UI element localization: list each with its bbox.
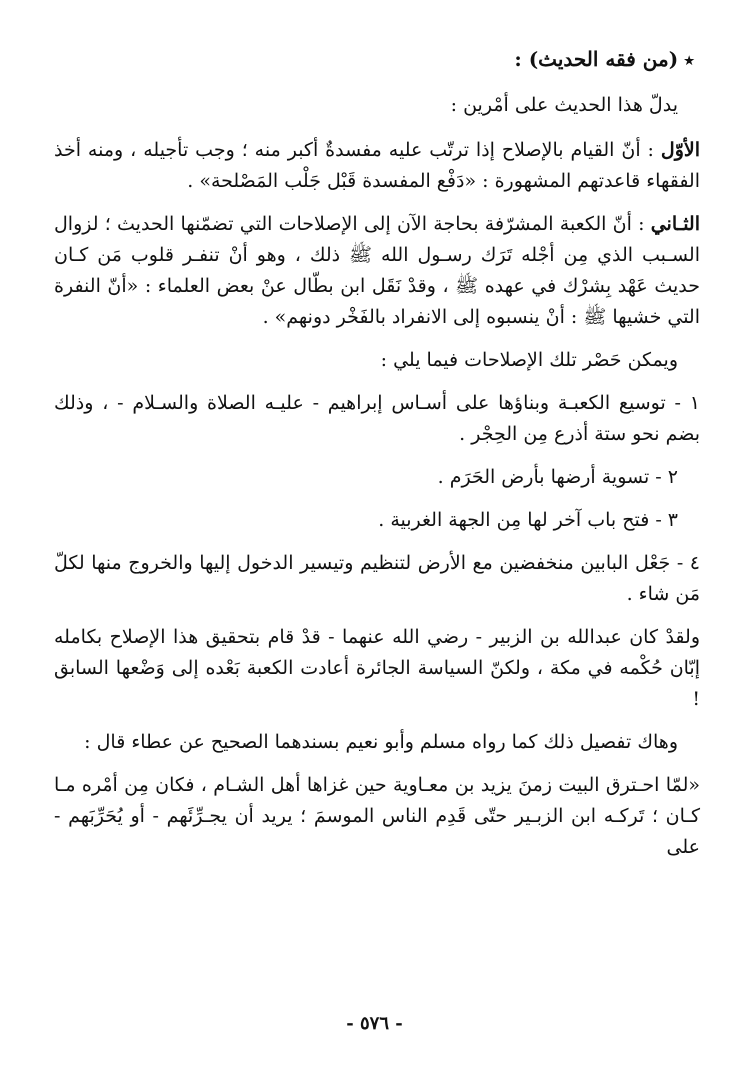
first-label: الأوّل xyxy=(660,139,700,161)
list-item: ٣ - فتح باب آخر لها مِن الجهة الغربية . xyxy=(378,509,678,531)
intro-line: يدلّ هذا الحديث على أمْرين : xyxy=(450,94,678,116)
list-item: ٤ - جَعْل البابين منخفضين مع الأرض لتنظيم وتيسير الدخول إليها والخروج منها لكلّ مَن شاء . xyxy=(54,552,700,605)
paragraph-first xyxy=(54,135,700,197)
paragraph-second xyxy=(54,209,700,333)
paragraph-quote: «لمّا احـترق البيت زمنَ يزيد بن معـاوية حين غزاها أهل الشـام ، فكان مِن أمْره مـا كـان ؛ تَركـه ابن الزبـير حتّى قَدِم الناس الموسمَ ؛ يريد أن يجـرِّئَهم - أو يُحَرِّبَهم - على xyxy=(54,774,700,858)
second-label: الثـاني xyxy=(650,213,700,235)
paragraph-zubair: ولقدْ كان عبدالله بن الزبير - رضي الله عنهما - قدْ قام بتحقيق هذا الإصلاح بكامله إبّان حُكْمه في مكة ، ولكنّ السياسة الجائرة أعادت الكعبة بَعْده إلى وَضْعها السابق ! xyxy=(54,626,700,710)
page-body xyxy=(54,44,700,875)
list-item: ١ - توسيع الكعبـة وبناؤها على أسـاس إبراهيم - عليـه الصلاة والسـلام - ، وذلك بضم نحو ستة أذرع مِن الحِجْر . xyxy=(54,392,700,445)
first-text: : أنّ القيام بالإصلاح إذا ترتّب عليه مفسدةٌ أكبر منه ؛ وجب تأجيله ، ومنه أخذ الفقهاء قاعدتهم المشهورة : «دَفْع المفسدة قَبْل جَلْب المَصْلحة» . xyxy=(54,139,700,192)
section-heading-text: (من فقه الحديث) : xyxy=(514,47,679,71)
list-item: ٢ - تسوية أرضها بأرض الحَرَم . xyxy=(437,466,678,488)
section-heading xyxy=(54,44,694,76)
second-text: : أنّ الكعبة المشرّفة بحاجة الآن إلى الإصلاحات التي تضمّنها الحديث ؛ لزوال السـبب الذي مِن أجْله تَرَك رسـول الله ﷺ ذلك ، وهو أنْ تنفـر قلوب مَن كـان حديث عَهْد بِشرْك في عهده ﷺ ، وقدْ نَقَل ابن بطّال عنْ بعض العلماء : «أنّ النفرة التي خشيها ﷺ : أنْ ينسبوه إلى الانفراد بالفَخْر دونهم» . xyxy=(54,213,700,328)
paragraph-detail: وهاك تفصيل ذلك كما رواه مسلم وأبو نعيم بسندهما الصحيح عن عطاء قال : xyxy=(84,731,678,753)
star-marker: ٭ xyxy=(684,50,694,71)
page-number: - ٥٧٦ - xyxy=(346,1013,403,1034)
reform-intro: ويمكن حَصْر تلك الإصلاحات فيما يلي : xyxy=(380,349,678,371)
